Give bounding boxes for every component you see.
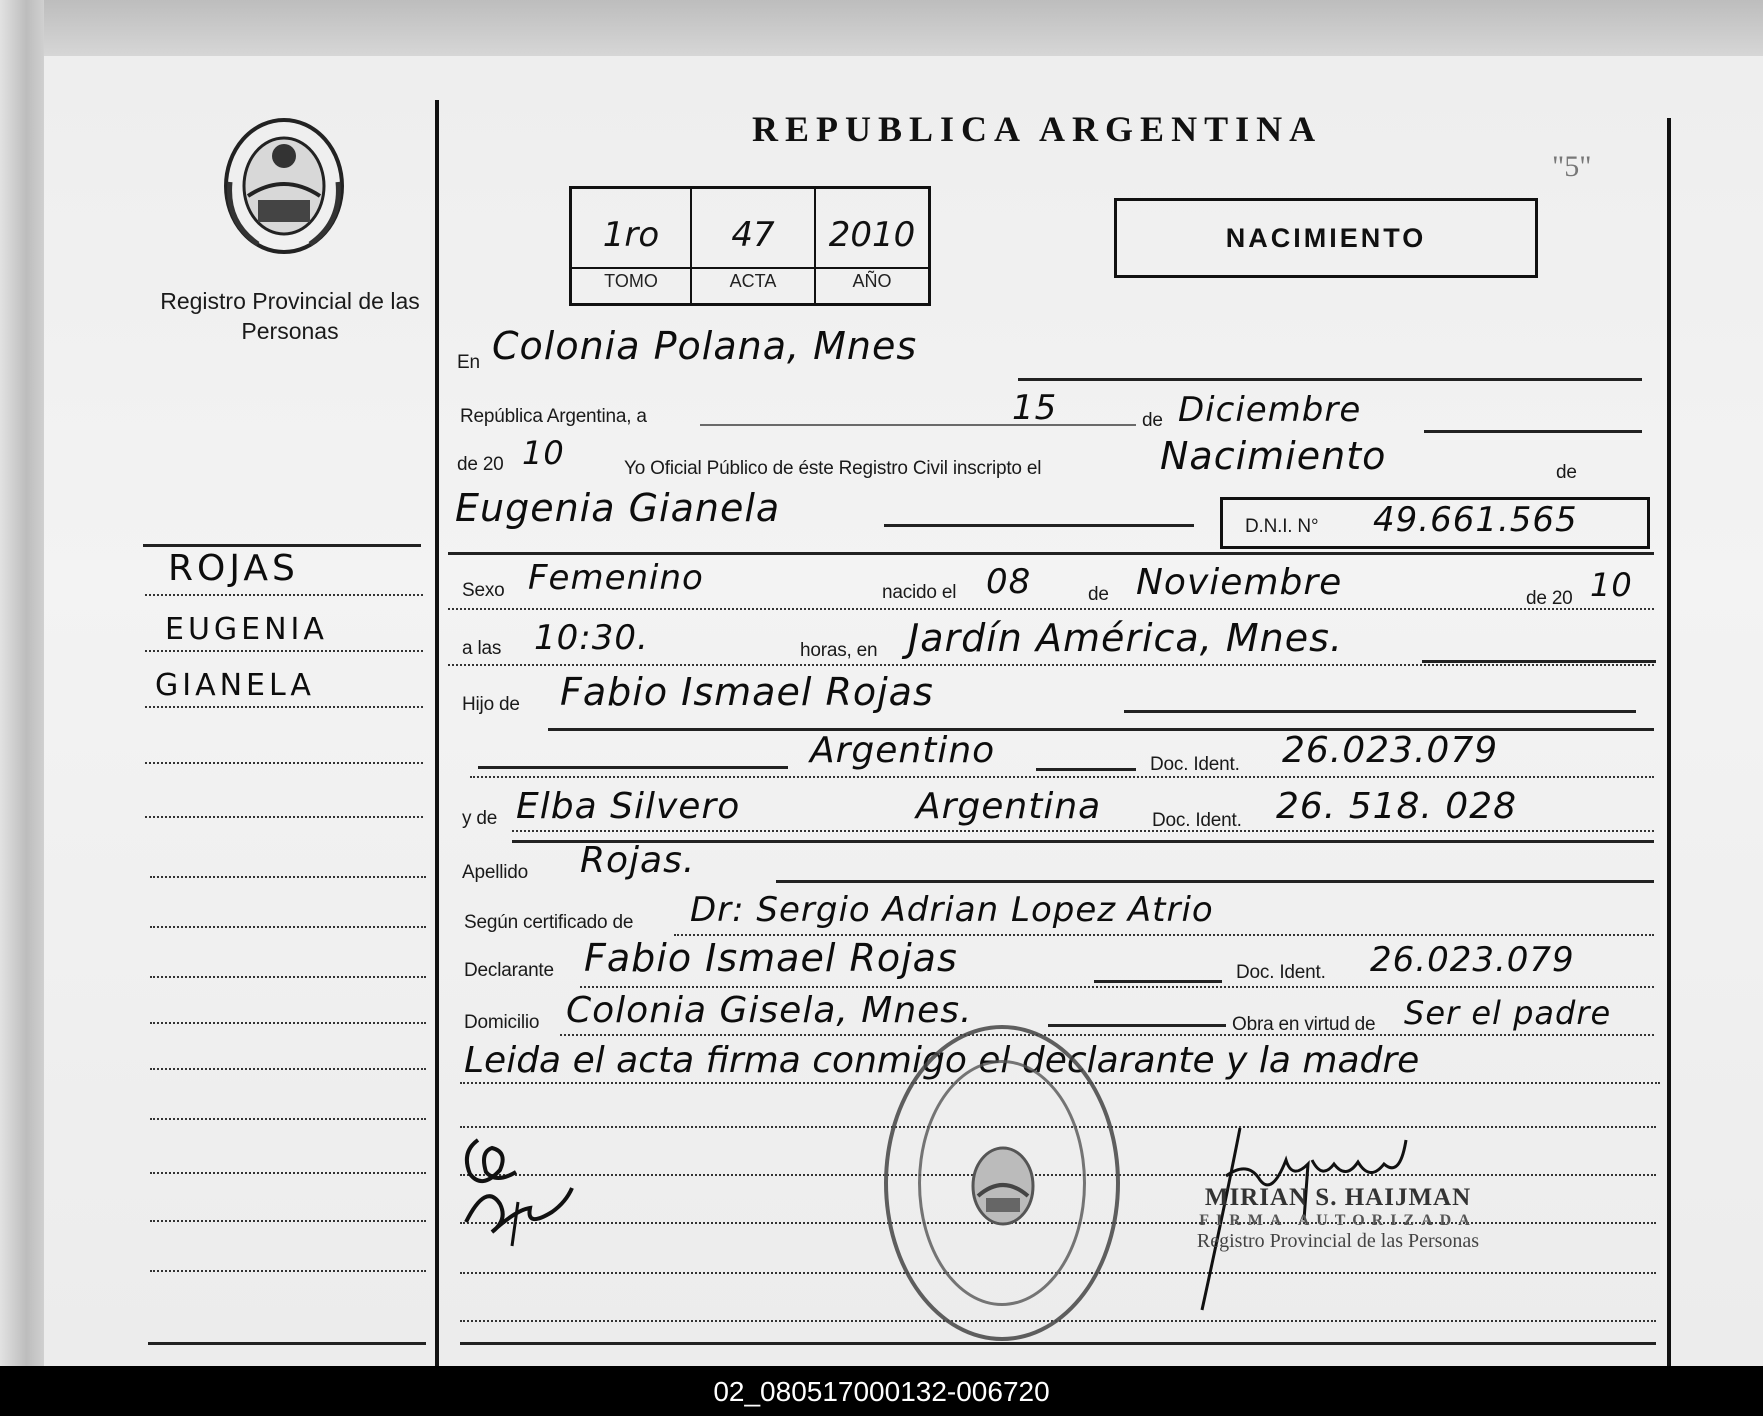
declarant-signature: [456, 1112, 586, 1252]
anio-value: 2010: [828, 215, 916, 255]
margin-line: [150, 1172, 426, 1174]
obra-value: Ser el padre: [1404, 994, 1612, 1032]
hijo-label: Hijo de: [462, 694, 520, 715]
day-value: 15: [1012, 388, 1058, 428]
margin-line: [145, 762, 423, 764]
frame-left-line: [435, 100, 439, 1366]
republica-label: República Argentina, a: [460, 406, 647, 427]
de20-label: de 20: [1526, 588, 1573, 609]
margin-line: [145, 816, 423, 818]
margin-line: [150, 1068, 426, 1070]
apellido-label: Apellido: [462, 862, 529, 883]
domicilio-label: Domicilio: [464, 1012, 540, 1033]
horas-label: horas, en: [800, 640, 878, 661]
book-binding: [0, 0, 44, 1366]
mother-doc-value: 26. 518. 028: [1276, 786, 1518, 827]
doc-ident-label-2: Doc. Ident.: [1152, 810, 1242, 831]
margin-line: [150, 1220, 426, 1222]
signatory-name: MIRIAN S. HAIJMAN: [1204, 1184, 1472, 1211]
margin-line: [150, 876, 426, 878]
line: [460, 1342, 1656, 1345]
father-value: Fabio Ismael Rojas: [560, 670, 934, 714]
margin-line: [145, 706, 423, 708]
tomo-cell: [572, 189, 692, 303]
country-title: REPUBLICA ARGENTINA: [752, 109, 1323, 149]
acta-label: ACTA: [729, 271, 777, 291]
birth-day-value: 08: [986, 562, 1032, 602]
page-number: "5": [1552, 150, 1592, 183]
line: [478, 766, 788, 769]
line: [1094, 980, 1222, 983]
margin-line: [150, 1270, 426, 1272]
dni-box: [1220, 497, 1650, 549]
provincial-seal-emblem: [218, 112, 350, 260]
alas-label: a las: [462, 638, 502, 659]
yde-label: y de: [462, 808, 498, 829]
margin-second-name: GIANELA: [155, 668, 315, 703]
sexo-label: Sexo: [462, 580, 505, 601]
acta-value: 47: [731, 215, 775, 255]
segun-label: Según certificado de: [464, 912, 634, 933]
closing-value: Leida el acta firma conmigo el declarante y la madre: [464, 1040, 1420, 1081]
line: [884, 524, 1194, 527]
doc-ident-label: Doc. Ident.: [1150, 754, 1240, 775]
margin-line: [150, 1118, 426, 1120]
frame-right-line: [1667, 118, 1671, 1366]
line: [560, 1034, 1654, 1036]
line: [776, 880, 1654, 883]
act-type-label: NACIMIENTO: [1225, 223, 1427, 253]
obra-label: Obra en virtud de: [1232, 1014, 1376, 1035]
mother-value: Elba Silvero: [516, 786, 741, 827]
en-value: Colonia Polana, Mnes: [492, 324, 918, 368]
line: [700, 424, 1136, 426]
father-nationality-value: Argentino: [810, 730, 996, 771]
line: [1424, 430, 1642, 433]
mother-nationality-value: Argentina: [916, 786, 1102, 827]
margin-first-name: EUGENIA: [165, 612, 328, 647]
act-type-box: [1114, 198, 1538, 278]
line: [470, 776, 1654, 778]
de-label-3: de: [1088, 584, 1109, 605]
anio-label: AÑO: [852, 271, 892, 291]
apellido-value: Rojas.: [580, 840, 696, 881]
image-id: 02_080517000132-006720: [713, 1376, 1050, 1407]
month-value: Diciembre: [1178, 390, 1362, 430]
act-value: Nacimiento: [1160, 434, 1387, 478]
tomo-value: 1ro: [602, 215, 660, 255]
en-label: En: [457, 352, 480, 373]
birth-year-suffix-value: 10: [1590, 566, 1633, 604]
anio-cell: [816, 189, 928, 303]
oficial-label: Yo Oficial Público de éste Registro Civil inscripto el: [624, 458, 1042, 479]
registration-table: [569, 186, 931, 306]
time-value: 10:30.: [534, 618, 649, 658]
declarante-value: Fabio Ismael Rojas: [584, 936, 958, 980]
margin-line: [150, 926, 426, 928]
line: [512, 830, 1654, 832]
de-label-2: de: [1556, 462, 1577, 483]
margin-rule-top: [143, 544, 421, 547]
de-label: de: [1142, 410, 1163, 431]
line: [580, 986, 1654, 988]
domicilio-value: Colonia Gisela, Mnes.: [566, 990, 973, 1031]
margin-rule-bottom: [148, 1342, 426, 1345]
year-prefix-label: de 20: [457, 454, 504, 475]
signatory-role: FIRMA AUTORIZADA: [1199, 1212, 1477, 1229]
signatory-org: Registro Provincial de las Personas: [1196, 1230, 1480, 1252]
line: [1036, 768, 1136, 771]
stamp-emblem: [968, 1144, 1038, 1228]
father-doc-value: 26.023.079: [1282, 730, 1499, 771]
registry-name: Registro Provincial de las Personas: [160, 288, 420, 344]
margin-line: [150, 1022, 426, 1024]
line: [1124, 710, 1636, 713]
declarante-label: Declarante: [464, 960, 554, 981]
dni-value: 49.661.565: [1373, 500, 1578, 540]
doc-ident-label-3: Doc. Ident.: [1236, 962, 1326, 983]
line: [1048, 1024, 1226, 1027]
sexo-value: Femenino: [528, 558, 704, 598]
birth-month-value: Noviembre: [1136, 562, 1343, 603]
birthplace-value: Jardín América, Mnes.: [908, 616, 1343, 660]
margin-line: [145, 650, 423, 652]
background-top: [0, 0, 1763, 60]
nacido-label: nacido el: [882, 582, 957, 603]
certificado-value: Dr: Sergio Adrian Lopez Atrio: [690, 890, 1214, 930]
margin-line: [150, 976, 426, 978]
line: [448, 608, 1654, 610]
tomo-label: TOMO: [604, 271, 658, 291]
line: [448, 664, 1654, 666]
child-name-value: Eugenia Gianela: [455, 486, 781, 530]
line: [448, 552, 1654, 555]
signature-block: [1168, 1184, 1508, 1253]
declarante-doc-value: 26.023.079: [1370, 940, 1575, 980]
footer-bar: [0, 1366, 1763, 1416]
dni-label: D.N.I. N°: [1245, 516, 1319, 537]
margin-line: [145, 594, 423, 596]
margin-surname: ROJAS: [168, 548, 299, 589]
line: [1018, 378, 1642, 381]
year-suffix-value: 10: [522, 434, 565, 472]
acta-cell: [692, 189, 816, 303]
line: [1422, 660, 1656, 663]
